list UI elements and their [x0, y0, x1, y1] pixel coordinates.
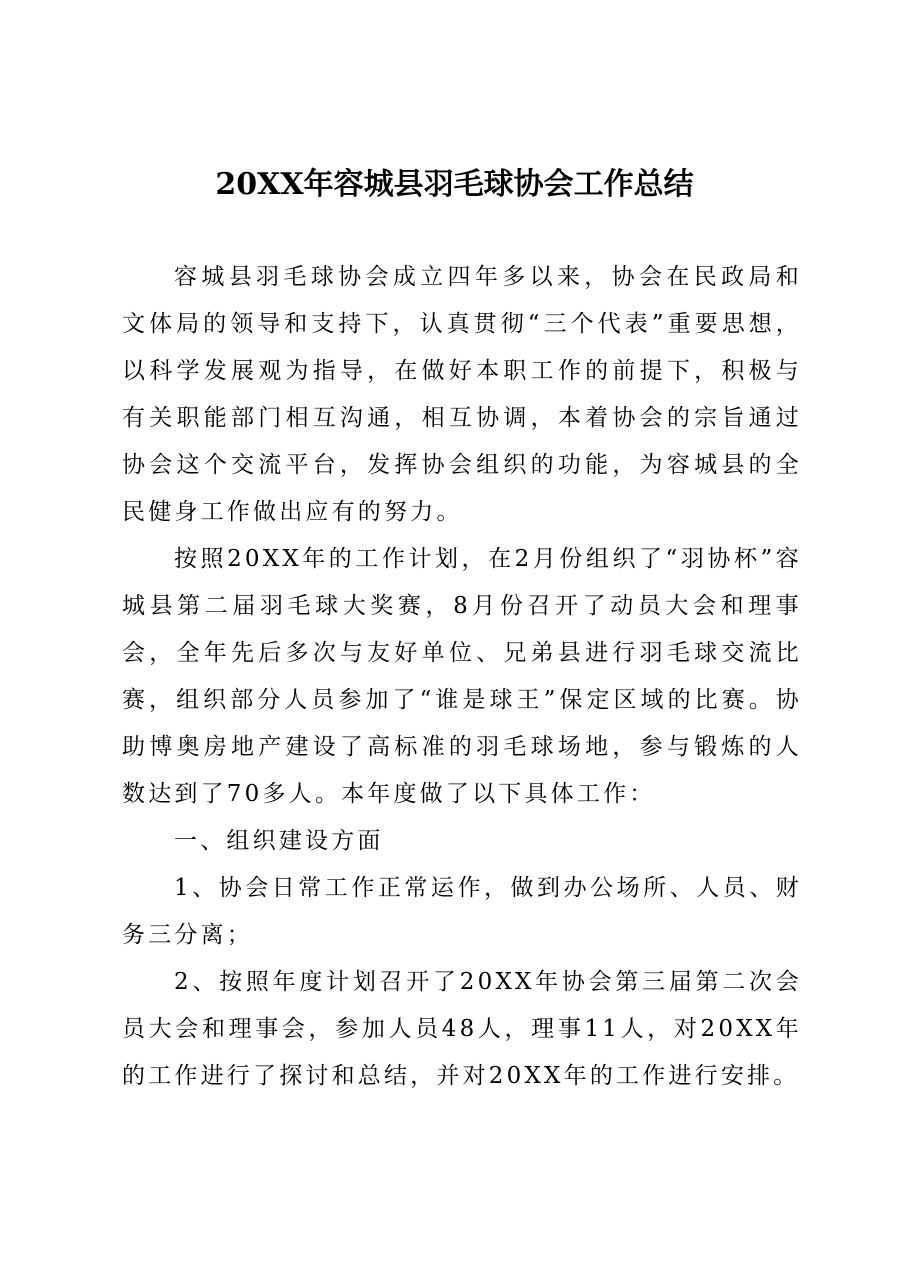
- paragraph-intro: 容城县羽毛球协会成立四年多以来，协会在民政局和文体局的领导和支持下，认真贯彻“三个代表”重要思想，以科学发展观为指导，在做好本职工作的前提下，积极与有关职能部门相互沟通，相互协调，本着协会的宗旨通过协会这个交流平台，发挥协会组织的功能，为容城县的全民健身工作做出应有的努力。: [122, 264, 802, 525]
- document-body: [122, 254, 802, 1100]
- document-title: 20XX年容城县羽毛球协会工作总结: [215, 167, 694, 202]
- paragraph-item-1: 1、协会日常工作正常运作，做到办公场所、人员、财务三分离；: [122, 875, 802, 948]
- section-heading-organization: 一、组织建设方面: [174, 828, 384, 854]
- paragraph-work-plan: 按照20XX年的工作计划，在2月份组织了“羽协杯”容城县第二届羽毛球大奖赛，8月份召开了动员大会和理事会，全年先后多次与友好单位、兄弟县进行羽毛球交流比赛，组织部分人员参加了“谁是球王”保定区域的比赛。协助博奥房地产建设了高标准的羽毛球场地，参与锻炼的人数达到了70多人。本年度做了以下具体工作：: [122, 546, 802, 807]
- paragraph-item-2: 2、按照年度计划召开了20XX年协会第三届第二次会员大会和理事会，参加人员48人，理事11人，对20XX年的工作进行了探讨和总结，并对20XX年的工作进行安排。: [122, 969, 802, 1089]
